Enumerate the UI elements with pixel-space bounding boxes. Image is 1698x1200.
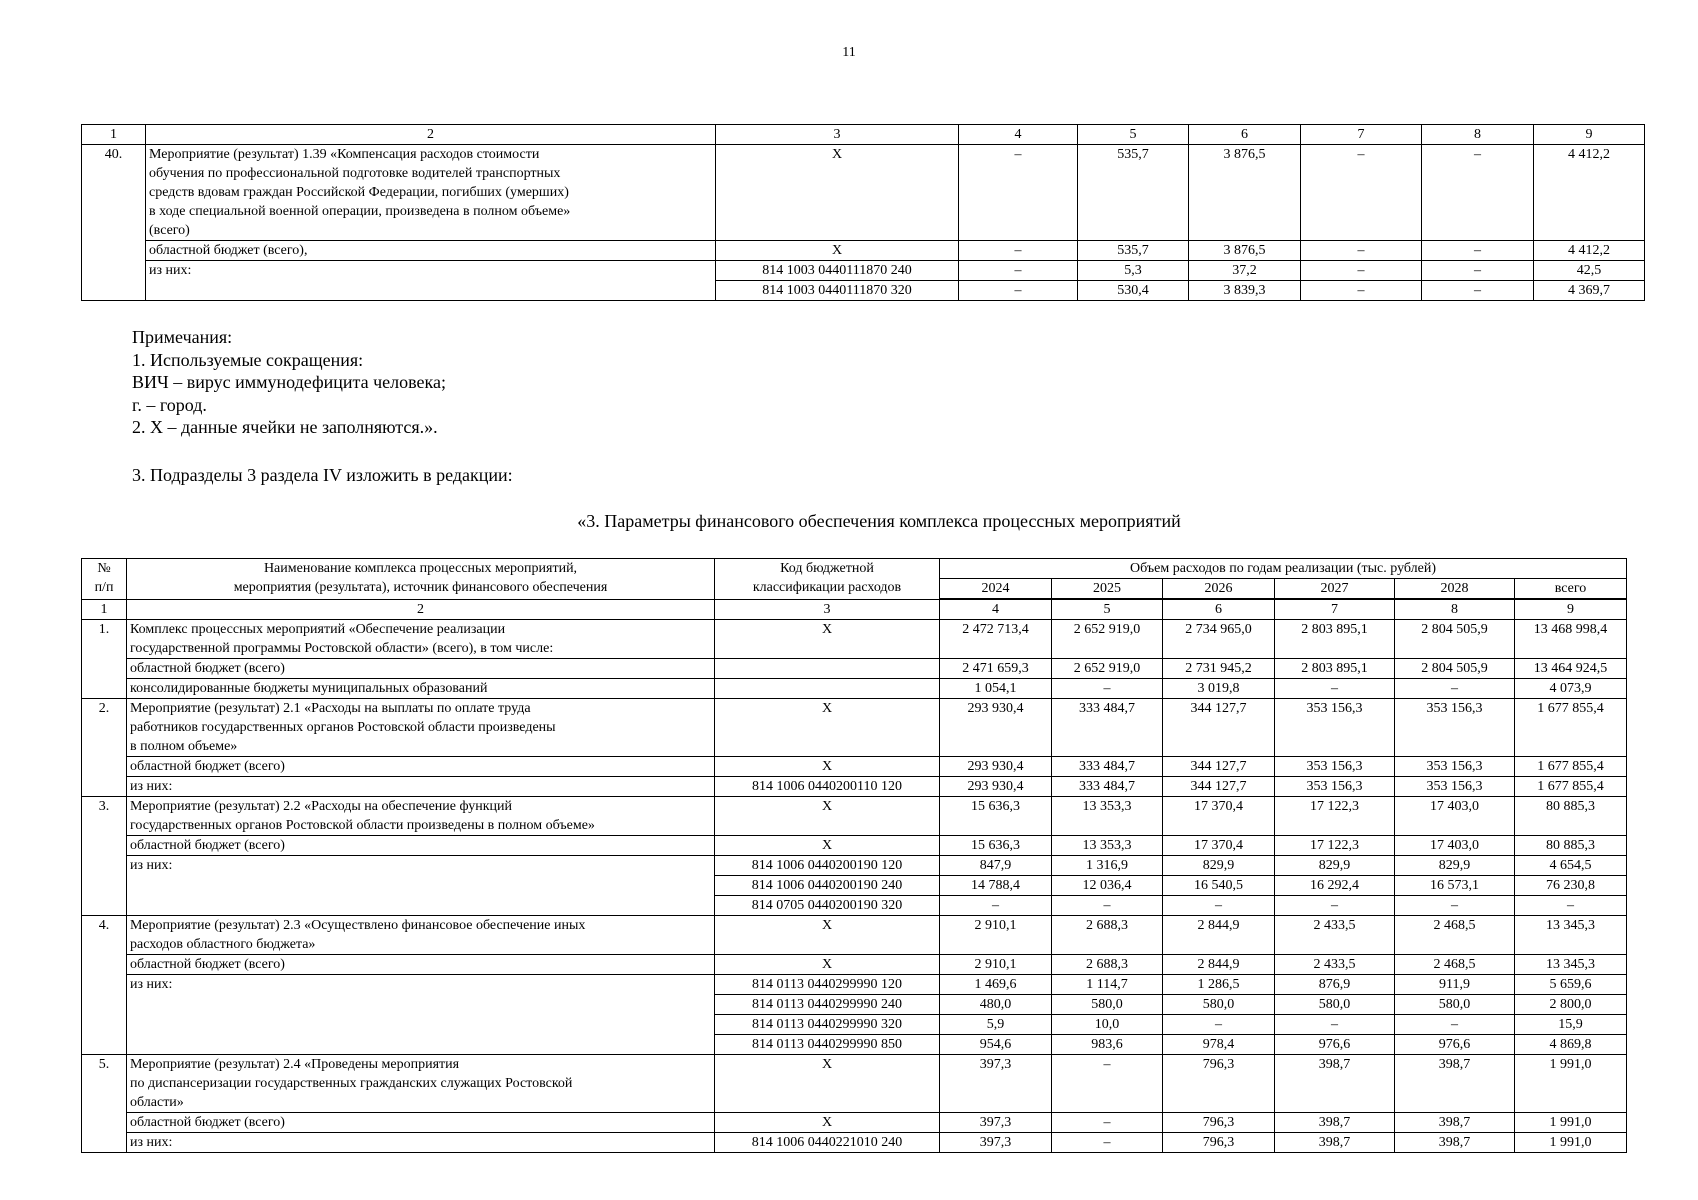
continuation-table: [81, 124, 1645, 301]
row-code: 814 1003 0440111870 320: [716, 281, 959, 301]
value-cell: –: [1301, 281, 1422, 301]
row-code: 814 0705 0440200190 320: [715, 896, 940, 916]
value-cell: 1 114,7: [1052, 975, 1163, 995]
value-cell: 16 573,1: [1395, 876, 1515, 896]
header-cell: 5: [1052, 599, 1163, 620]
value-cell: 3 876,5: [1189, 145, 1301, 241]
value-cell: 37,2: [1189, 261, 1301, 281]
value-cell: 2 844,9: [1163, 955, 1275, 975]
header-index-row: [82, 599, 1627, 620]
table-row: [82, 777, 1627, 797]
value-cell: –: [1395, 679, 1515, 699]
table-row: [82, 1055, 1627, 1113]
value-cell: 344 127,7: [1163, 699, 1275, 757]
value-cell: 353 156,3: [1275, 777, 1395, 797]
table-row: [82, 620, 1627, 659]
row-code: X: [715, 699, 940, 757]
value-cell: 398,7: [1395, 1055, 1515, 1113]
value-cell: 480,0: [940, 995, 1052, 1015]
value-cell: 5,9: [940, 1015, 1052, 1035]
value-cell: 397,3: [940, 1133, 1052, 1153]
value-cell: –: [1275, 679, 1395, 699]
table-title: «3. Параметры финансового обеспечения комплекса процессных мероприятий: [577, 511, 1181, 531]
value-cell: 2 468,5: [1395, 955, 1515, 975]
value-cell: 17 122,3: [1275, 797, 1395, 836]
row-name: из них:: [127, 1133, 715, 1153]
value-cell: 4 412,2: [1534, 241, 1645, 261]
value-cell: 847,9: [940, 856, 1052, 876]
table-row: [82, 856, 1627, 876]
header-year: 2027: [1275, 579, 1395, 600]
note-line: ВИЧ – вирус иммунодефицита человека;: [132, 372, 446, 392]
row-name: областной бюджет (всего): [127, 1113, 715, 1133]
row-code: 814 0113 0440299990 120: [715, 975, 940, 995]
row-name: Мероприятие (результат) 2.4 «Проведены мероприятия по диспансеризации государственных гражданских служащих Ростовской области»: [127, 1055, 715, 1113]
value-cell: 293 930,4: [940, 777, 1052, 797]
value-cell: 398,7: [1275, 1133, 1395, 1153]
value-cell: 876,9: [1275, 975, 1395, 995]
value-cell: 796,3: [1163, 1113, 1275, 1133]
value-cell: 17 403,0: [1395, 797, 1515, 836]
value-cell: 2 433,5: [1275, 955, 1395, 975]
total-cell: 15,9: [1515, 1015, 1627, 1035]
row-number: 4.: [82, 916, 127, 1055]
value-cell: –: [1052, 1133, 1163, 1153]
value-cell: –: [1422, 145, 1534, 241]
row-code: X: [716, 145, 959, 241]
header-total: всего: [1515, 579, 1627, 600]
total-cell: 2 800,0: [1515, 995, 1627, 1015]
value-cell: 829,9: [1275, 856, 1395, 876]
value-cell: 13 353,3: [1052, 836, 1163, 856]
value-cell: 2 803 895,1: [1275, 659, 1395, 679]
value-cell: 4 369,7: [1534, 281, 1645, 301]
value-cell: 398,7: [1395, 1133, 1515, 1153]
value-cell: 3 019,8: [1163, 679, 1275, 699]
table-row: [82, 955, 1627, 975]
value-cell: –: [1163, 1015, 1275, 1035]
value-cell: 353 156,3: [1275, 699, 1395, 757]
header-year: 2024: [940, 579, 1052, 600]
value-cell: 17 370,4: [1163, 836, 1275, 856]
total-cell: 13 345,3: [1515, 916, 1627, 955]
value-cell: –: [1422, 241, 1534, 261]
value-cell: 344 127,7: [1163, 777, 1275, 797]
total-cell: 1 991,0: [1515, 1133, 1627, 1153]
total-cell: 1 991,0: [1515, 1055, 1627, 1113]
value-cell: 2 688,3: [1052, 916, 1163, 955]
value-cell: 398,7: [1275, 1113, 1395, 1133]
table-row: [82, 145, 1645, 241]
header-num: № п/п: [82, 559, 127, 600]
total-cell: 4 073,9: [1515, 679, 1627, 699]
value-cell: –: [1275, 1015, 1395, 1035]
value-cell: 333 484,7: [1052, 699, 1163, 757]
value-cell: 829,9: [1163, 856, 1275, 876]
financing-table: [81, 558, 1627, 1153]
total-cell: 1 991,0: [1515, 1113, 1627, 1133]
value-cell: 3 876,5: [1189, 241, 1301, 261]
value-cell: 2 433,5: [1275, 916, 1395, 955]
header-cell: 6: [1163, 599, 1275, 620]
table-row: [82, 699, 1627, 757]
header-name: Наименование комплекса процессных мероприятий, мероприятия (результата), источник финансового обеспечения: [127, 559, 715, 600]
value-cell: –: [1422, 261, 1534, 281]
value-cell: –: [1422, 281, 1534, 301]
row-code: X: [715, 1055, 940, 1113]
row-name: областной бюджет (всего): [127, 757, 715, 777]
header-cell: 4: [940, 599, 1052, 620]
header-cell: 4: [959, 125, 1078, 145]
value-cell: 2 472 713,4: [940, 620, 1052, 659]
row-code: 814 1006 0440200110 120: [715, 777, 940, 797]
value-cell: 10,0: [1052, 1015, 1163, 1035]
value-cell: 978,4: [1163, 1035, 1275, 1055]
value-cell: 398,7: [1275, 1055, 1395, 1113]
header-cell: 8: [1422, 125, 1534, 145]
row-name: из них:: [127, 856, 715, 916]
total-cell: 4 654,5: [1515, 856, 1627, 876]
row-code: [715, 659, 940, 679]
header-cell: 6: [1189, 125, 1301, 145]
total-cell: 80 885,3: [1515, 797, 1627, 836]
header-year: 2026: [1163, 579, 1275, 600]
total-cell: 1 677 855,4: [1515, 777, 1627, 797]
value-cell: 580,0: [1163, 995, 1275, 1015]
value-cell: 293 930,4: [940, 757, 1052, 777]
row-code: 814 0113 0440299990 320: [715, 1015, 940, 1035]
row-code: X: [715, 1113, 940, 1133]
value-cell: 2 734 965,0: [1163, 620, 1275, 659]
table-row: [82, 916, 1627, 955]
total-cell: 13 345,3: [1515, 955, 1627, 975]
note-line: 2. Х – данные ячейки не заполняются.».: [132, 417, 438, 437]
row-name: из них:: [127, 975, 715, 1055]
header-cell: 2: [127, 599, 715, 620]
value-cell: –: [959, 261, 1078, 281]
total-cell: 5 659,6: [1515, 975, 1627, 995]
row-code: [715, 679, 940, 699]
note-line: г. – город.: [132, 394, 207, 415]
value-cell: –: [1163, 896, 1275, 916]
table-row: [82, 1133, 1627, 1153]
table-row: [82, 975, 1627, 995]
header-cell: 8: [1395, 599, 1515, 620]
header-cell: 3: [715, 599, 940, 620]
value-cell: 911,9: [1395, 975, 1515, 995]
value-cell: 17 370,4: [1163, 797, 1275, 836]
row-name: областной бюджет (всего): [127, 659, 715, 679]
row-name: Мероприятие (результат) 1.39 «Компенсация расходов стоимости обучения по профессиональной подготовке водителей транспортных средств вдовам граждан Российской Федерации, погибших (умерших) в ходе специальной военной операции, произведена в полном объеме» (всего): [146, 145, 716, 241]
value-cell: 2 652 919,0: [1052, 620, 1163, 659]
value-cell: 3 839,3: [1189, 281, 1301, 301]
value-cell: 4 412,2: [1534, 145, 1645, 241]
row-name: консолидированные бюджеты муниципальных образований: [127, 679, 715, 699]
row-name: Мероприятие (результат) 2.2 «Расходы на обеспечение функций государственных органов Ростовской области произведены в полном объеме»: [127, 797, 715, 836]
table-row: [82, 797, 1627, 836]
row-number: 5.: [82, 1055, 127, 1153]
value-cell: 983,6: [1052, 1035, 1163, 1055]
value-cell: –: [1395, 896, 1515, 916]
header-cell: 5: [1078, 125, 1189, 145]
section-instruction: 3. Подразделы 3 раздела IV изложить в редакции:: [132, 465, 513, 485]
value-cell: 2 804 505,9: [1395, 659, 1515, 679]
header-cell: 3: [716, 125, 959, 145]
value-cell: –: [959, 241, 1078, 261]
value-cell: 1 469,6: [940, 975, 1052, 995]
header-cell: 9: [1515, 599, 1627, 620]
row-number: 3.: [82, 797, 127, 916]
value-cell: 954,6: [940, 1035, 1052, 1055]
row-name: областной бюджет (всего): [127, 836, 715, 856]
value-cell: 5,3: [1078, 261, 1189, 281]
value-cell: –: [1301, 261, 1422, 281]
table-row: [82, 757, 1627, 777]
total-cell: 13 468 998,4: [1515, 620, 1627, 659]
header-cell: 7: [1301, 125, 1422, 145]
value-cell: –: [1301, 145, 1422, 241]
value-cell: 353 156,3: [1395, 757, 1515, 777]
row-name: областной бюджет (всего),: [146, 241, 716, 261]
total-cell: 13 464 924,5: [1515, 659, 1627, 679]
header-cell: 7: [1275, 599, 1395, 620]
total-cell: 1 677 855,4: [1515, 757, 1627, 777]
row-code: 814 1006 0440221010 240: [715, 1133, 940, 1153]
value-cell: –: [959, 281, 1078, 301]
value-cell: –: [940, 896, 1052, 916]
row-code: X: [715, 797, 940, 836]
table-row: [82, 261, 1645, 281]
value-cell: 2 803 895,1: [1275, 620, 1395, 659]
table-row: [82, 679, 1627, 699]
value-cell: 796,3: [1163, 1133, 1275, 1153]
value-cell: 2 652 919,0: [1052, 659, 1163, 679]
row-code: X: [715, 836, 940, 856]
value-cell: 2 844,9: [1163, 916, 1275, 955]
value-cell: 353 156,3: [1395, 777, 1515, 797]
header-row: [82, 559, 1627, 579]
page-number: 11: [842, 45, 856, 60]
value-cell: 13 353,3: [1052, 797, 1163, 836]
row-code: X: [715, 620, 940, 659]
row-number: 1.: [82, 620, 127, 699]
value-cell: 2 804 505,9: [1395, 620, 1515, 659]
total-cell: 76 230,8: [1515, 876, 1627, 896]
header-index-row: [82, 125, 1645, 145]
note-line: 1. Используемые сокращения:: [132, 349, 364, 370]
value-cell: 15 636,3: [940, 797, 1052, 836]
value-cell: 1 054,1: [940, 679, 1052, 699]
value-cell: 535,7: [1078, 145, 1189, 241]
total-cell: –: [1515, 896, 1627, 916]
row-name: Мероприятие (результат) 2.1 «Расходы на выплаты по оплате труда работников государственных органов Ростовской области произведены в полном объеме»: [127, 699, 715, 757]
value-cell: 796,3: [1163, 1055, 1275, 1113]
table-row: [82, 241, 1645, 261]
value-cell: 1 286,5: [1163, 975, 1275, 995]
header-cell: 9: [1534, 125, 1645, 145]
value-cell: 16 540,5: [1163, 876, 1275, 896]
notes-block: [132, 326, 446, 439]
row-number: 2.: [82, 699, 127, 797]
row-code: 814 0113 0440299990 850: [715, 1035, 940, 1055]
header-code: Код бюджетной классификации расходов: [715, 559, 940, 600]
value-cell: 580,0: [1395, 995, 1515, 1015]
value-cell: –: [959, 145, 1078, 241]
value-cell: 535,7: [1078, 241, 1189, 261]
value-cell: 976,6: [1275, 1035, 1395, 1055]
row-number: 40.: [82, 145, 146, 301]
value-cell: –: [1275, 896, 1395, 916]
value-cell: 580,0: [1275, 995, 1395, 1015]
value-cell: 1 316,9: [1052, 856, 1163, 876]
table-row: [82, 659, 1627, 679]
row-code: 814 1006 0440200190 240: [715, 876, 940, 896]
header-year: 2025: [1052, 579, 1163, 600]
row-code: X: [715, 955, 940, 975]
value-cell: 976,6: [1395, 1035, 1515, 1055]
value-cell: 15 636,3: [940, 836, 1052, 856]
row-name: из них:: [146, 261, 716, 301]
value-cell: –: [1052, 679, 1163, 699]
value-cell: 353 156,3: [1275, 757, 1395, 777]
value-cell: 2 910,1: [940, 916, 1052, 955]
row-code: X: [716, 241, 959, 261]
value-cell: 829,9: [1395, 856, 1515, 876]
value-cell: 2 731 945,2: [1163, 659, 1275, 679]
header-year: 2028: [1395, 579, 1515, 600]
total-cell: 1 677 855,4: [1515, 699, 1627, 757]
row-name: Мероприятие (результат) 2.3 «Осуществлено финансовое обеспечение иных расходов областного бюджета»: [127, 916, 715, 955]
table-row: [82, 836, 1627, 856]
row-code: X: [715, 916, 940, 955]
value-cell: –: [1052, 896, 1163, 916]
value-cell: 580,0: [1052, 995, 1163, 1015]
row-code: 814 1006 0440200190 120: [715, 856, 940, 876]
table-row: [82, 1113, 1627, 1133]
header-volume: Объем расходов по годам реализации (тыс. рублей): [940, 559, 1627, 579]
value-cell: 17 122,3: [1275, 836, 1395, 856]
value-cell: –: [1395, 1015, 1515, 1035]
row-name: областной бюджет (всего): [127, 955, 715, 975]
value-cell: 42,5: [1534, 261, 1645, 281]
value-cell: 397,3: [940, 1055, 1052, 1113]
value-cell: 353 156,3: [1395, 699, 1515, 757]
row-code: X: [715, 757, 940, 777]
value-cell: 333 484,7: [1052, 777, 1163, 797]
value-cell: 16 292,4: [1275, 876, 1395, 896]
header-cell: 1: [82, 599, 127, 620]
value-cell: 530,4: [1078, 281, 1189, 301]
value-cell: 398,7: [1395, 1113, 1515, 1133]
value-cell: 2 688,3: [1052, 955, 1163, 975]
notes-heading: Примечания:: [132, 327, 233, 347]
total-cell: 4 869,8: [1515, 1035, 1627, 1055]
value-cell: 333 484,7: [1052, 757, 1163, 777]
value-cell: 12 036,4: [1052, 876, 1163, 896]
row-name: из них:: [127, 777, 715, 797]
value-cell: 397,3: [940, 1113, 1052, 1133]
value-cell: 17 403,0: [1395, 836, 1515, 856]
total-cell: 80 885,3: [1515, 836, 1627, 856]
value-cell: 2 471 659,3: [940, 659, 1052, 679]
value-cell: 14 788,4: [940, 876, 1052, 896]
row-name: Комплекс процессных мероприятий «Обеспечение реализации государственной программы Ростовской области» (всего), в том числе:: [127, 620, 715, 659]
value-cell: 293 930,4: [940, 699, 1052, 757]
row-code: 814 1003 0440111870 240: [716, 261, 959, 281]
header-cell: 2: [146, 125, 716, 145]
value-cell: –: [1052, 1055, 1163, 1113]
header-cell: 1: [82, 125, 146, 145]
value-cell: –: [1052, 1113, 1163, 1133]
row-code: 814 0113 0440299990 240: [715, 995, 940, 1015]
value-cell: 2 468,5: [1395, 916, 1515, 955]
value-cell: 344 127,7: [1163, 757, 1275, 777]
value-cell: –: [1301, 241, 1422, 261]
value-cell: 2 910,1: [940, 955, 1052, 975]
